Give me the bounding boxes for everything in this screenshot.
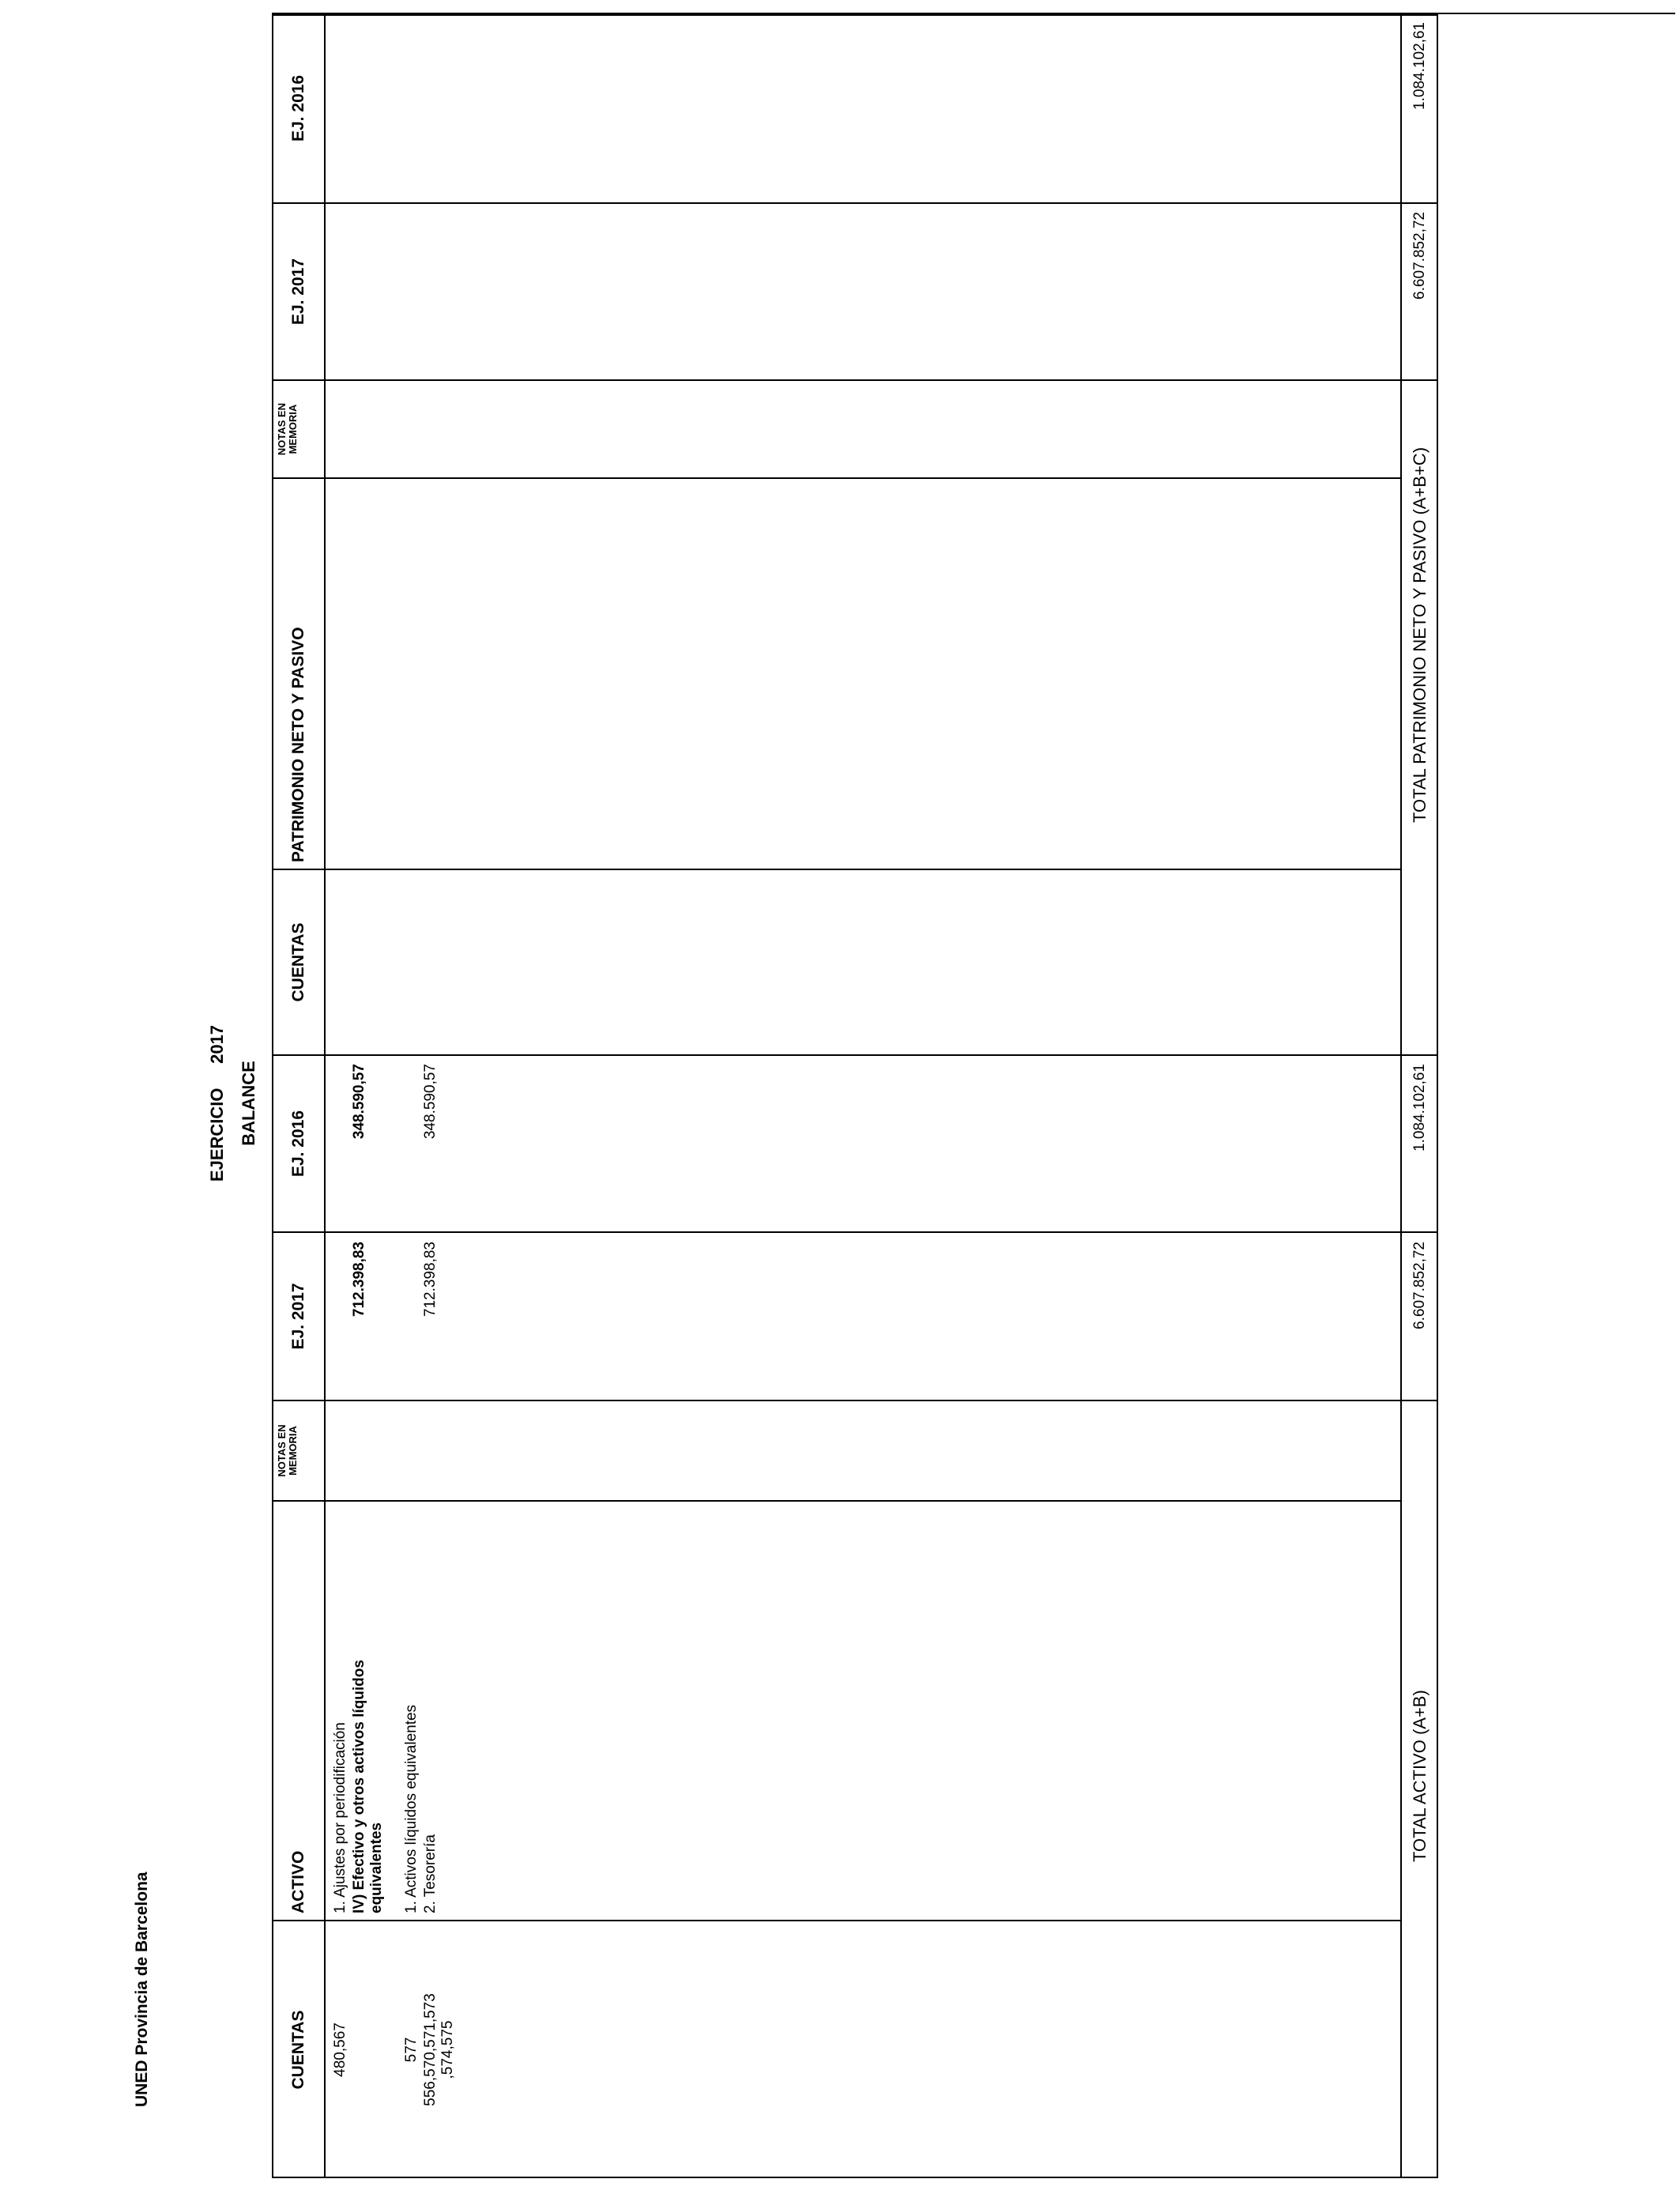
header-notas-line1: NOTAS EN: [276, 1424, 288, 1477]
row1-cuentas: 480,567: [332, 2022, 348, 2077]
col-sep-notas: [272, 1400, 1438, 1401]
row3-cuentas: 577: [403, 2037, 420, 2063]
ejercicio-heading: [207, 898, 228, 1309]
row4-concept: 2. Tesorería: [422, 1834, 439, 1913]
header-cuentas-pasivo: CUENTAS: [289, 922, 307, 1002]
col-sep-notas-pasivo: [272, 379, 1438, 381]
col-sep-ej2017-pasivo: [272, 202, 1438, 204]
row4-ej2017: 712.398,83: [422, 1242, 439, 1318]
row2-ej2017: 712.398,83: [351, 1242, 367, 1318]
col-sep-cuentas-pasivo: [272, 869, 1402, 870]
total-pasivo-2016: 1.084.102,61: [1411, 22, 1428, 110]
header-notas-pasivo-line2: MEMORIA: [287, 404, 299, 454]
col-sep-patrimonio: [272, 477, 1402, 479]
row4-ej2016: 348.590,57: [422, 1064, 439, 1140]
col-sep-activo: [272, 1500, 1402, 1502]
header-activo: ACTIVO: [289, 1850, 307, 1913]
header-patrimonio: PATRIMONIO NETO Y PASIVO: [289, 627, 307, 862]
row4-cuentas-line2: ,574,575: [439, 2020, 456, 2079]
header-ej2016-pasivo: EJ. 2016: [289, 74, 307, 142]
total-pasivo-label: TOTAL PATRIMONIO NETO Y PASIVO (A+B+C): [1410, 447, 1430, 823]
ejercicio-label: EJERCICIO: [207, 1088, 227, 1182]
header-ej2016: EJ. 2016: [289, 1110, 307, 1178]
col-sep-ej2016: [272, 1054, 1438, 1056]
page-edge-line: [1438, 13, 1675, 14]
right-edge: [272, 13, 1438, 14]
ejercicio-year: 2017: [207, 1024, 227, 1064]
row1-concept: 1. Ajustes por periodificación: [332, 1722, 348, 1913]
total-activo-label: TOTAL ACTIVO (A+B): [1410, 1690, 1430, 1862]
header-notas: [277, 1401, 299, 1500]
statement-title: BALANCE: [239, 1061, 258, 1146]
row3-concept: 1. Activos líquidos equivalentes: [403, 1704, 420, 1913]
header-ej2017: EJ. 2017: [289, 1283, 307, 1350]
col-sep-ej2017: [272, 1231, 1438, 1233]
balance-table: [272, 14, 1438, 2178]
header-notas-line2: MEMORIA: [287, 1426, 299, 1476]
row4-cuentas: [422, 1921, 457, 2178]
row2-concept-line1: IV) Efectivo y otros activos líquidos: [351, 1660, 367, 1913]
totals-row-border: [1400, 14, 1402, 2178]
header-notas-pasivo-line1: NOTAS EN: [276, 402, 288, 456]
total-activo-2016: 1.084.102,61: [1411, 1064, 1428, 1152]
header-ej2017-pasivo: EJ. 2017: [289, 258, 307, 326]
total-activo-2017: 6.607.852,72: [1411, 1242, 1428, 1329]
row2-ej2016: 348.590,57: [351, 1064, 367, 1140]
row2-concept: [351, 1502, 386, 1913]
header-row-border: [324, 14, 326, 2178]
header-cuentas: CUENTAS: [289, 2010, 307, 2090]
row2-concept-line2: equivalentes: [368, 1822, 385, 1913]
row4-cuentas-line1: 556,570,571,573: [422, 1993, 439, 2106]
total-pasivo-2017: 6.607.852,72: [1411, 212, 1428, 300]
organization-name: UNED Provincia de Barcelona: [133, 1872, 151, 2107]
header-notas-pasivo: [277, 381, 299, 477]
